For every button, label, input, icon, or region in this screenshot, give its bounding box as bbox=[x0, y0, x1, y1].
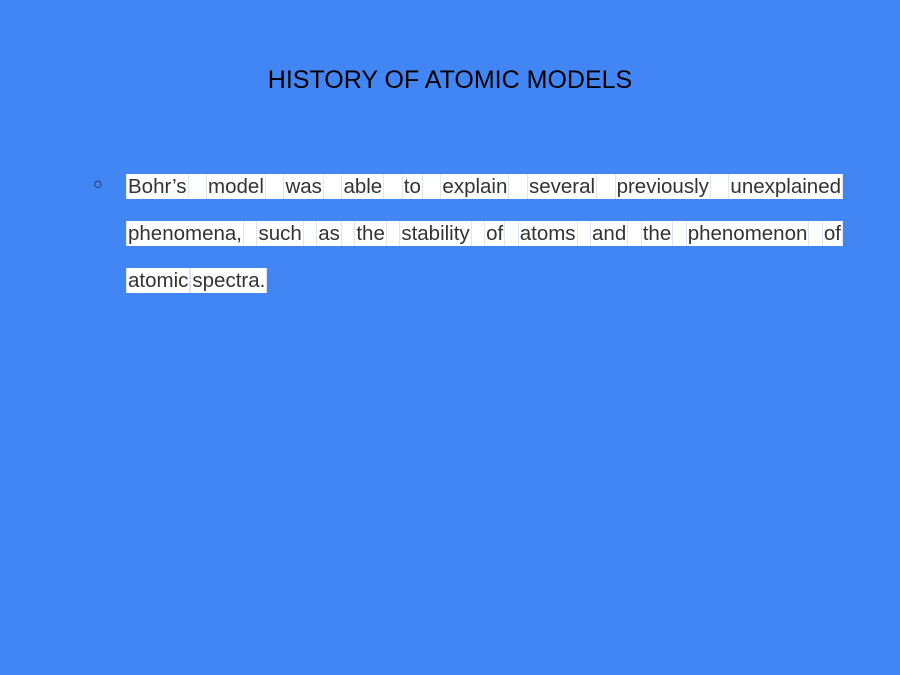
word: phenomena, bbox=[128, 222, 242, 245]
word: unexplained bbox=[730, 175, 841, 198]
word: of bbox=[486, 222, 504, 245]
word: spectra. bbox=[192, 269, 266, 292]
word: the bbox=[642, 222, 672, 245]
word: to bbox=[403, 175, 421, 198]
word: previously bbox=[616, 175, 709, 198]
word: model bbox=[208, 175, 264, 198]
word: atomic bbox=[128, 269, 189, 292]
word: as bbox=[318, 222, 340, 245]
word: the bbox=[356, 222, 385, 245]
word: was bbox=[285, 175, 322, 198]
bullet-text bbox=[126, 174, 843, 315]
word: Bohr’s bbox=[128, 175, 187, 198]
word: and bbox=[592, 222, 627, 245]
word: able bbox=[343, 175, 383, 198]
word: explain bbox=[442, 175, 508, 198]
text-line-1 bbox=[126, 174, 843, 199]
word: atoms bbox=[519, 222, 576, 245]
word: such bbox=[258, 222, 302, 245]
text-line-3 bbox=[126, 268, 267, 293]
text-line-2 bbox=[126, 221, 843, 246]
word: phenomenon bbox=[687, 222, 808, 245]
word: of bbox=[823, 222, 841, 245]
word: stability bbox=[401, 222, 470, 245]
slide-title: HISTORY OF ATOMIC MODELS bbox=[267, 66, 633, 94]
hollow-circle-bullet-icon: ○ bbox=[93, 176, 103, 193]
word: several bbox=[528, 175, 596, 198]
